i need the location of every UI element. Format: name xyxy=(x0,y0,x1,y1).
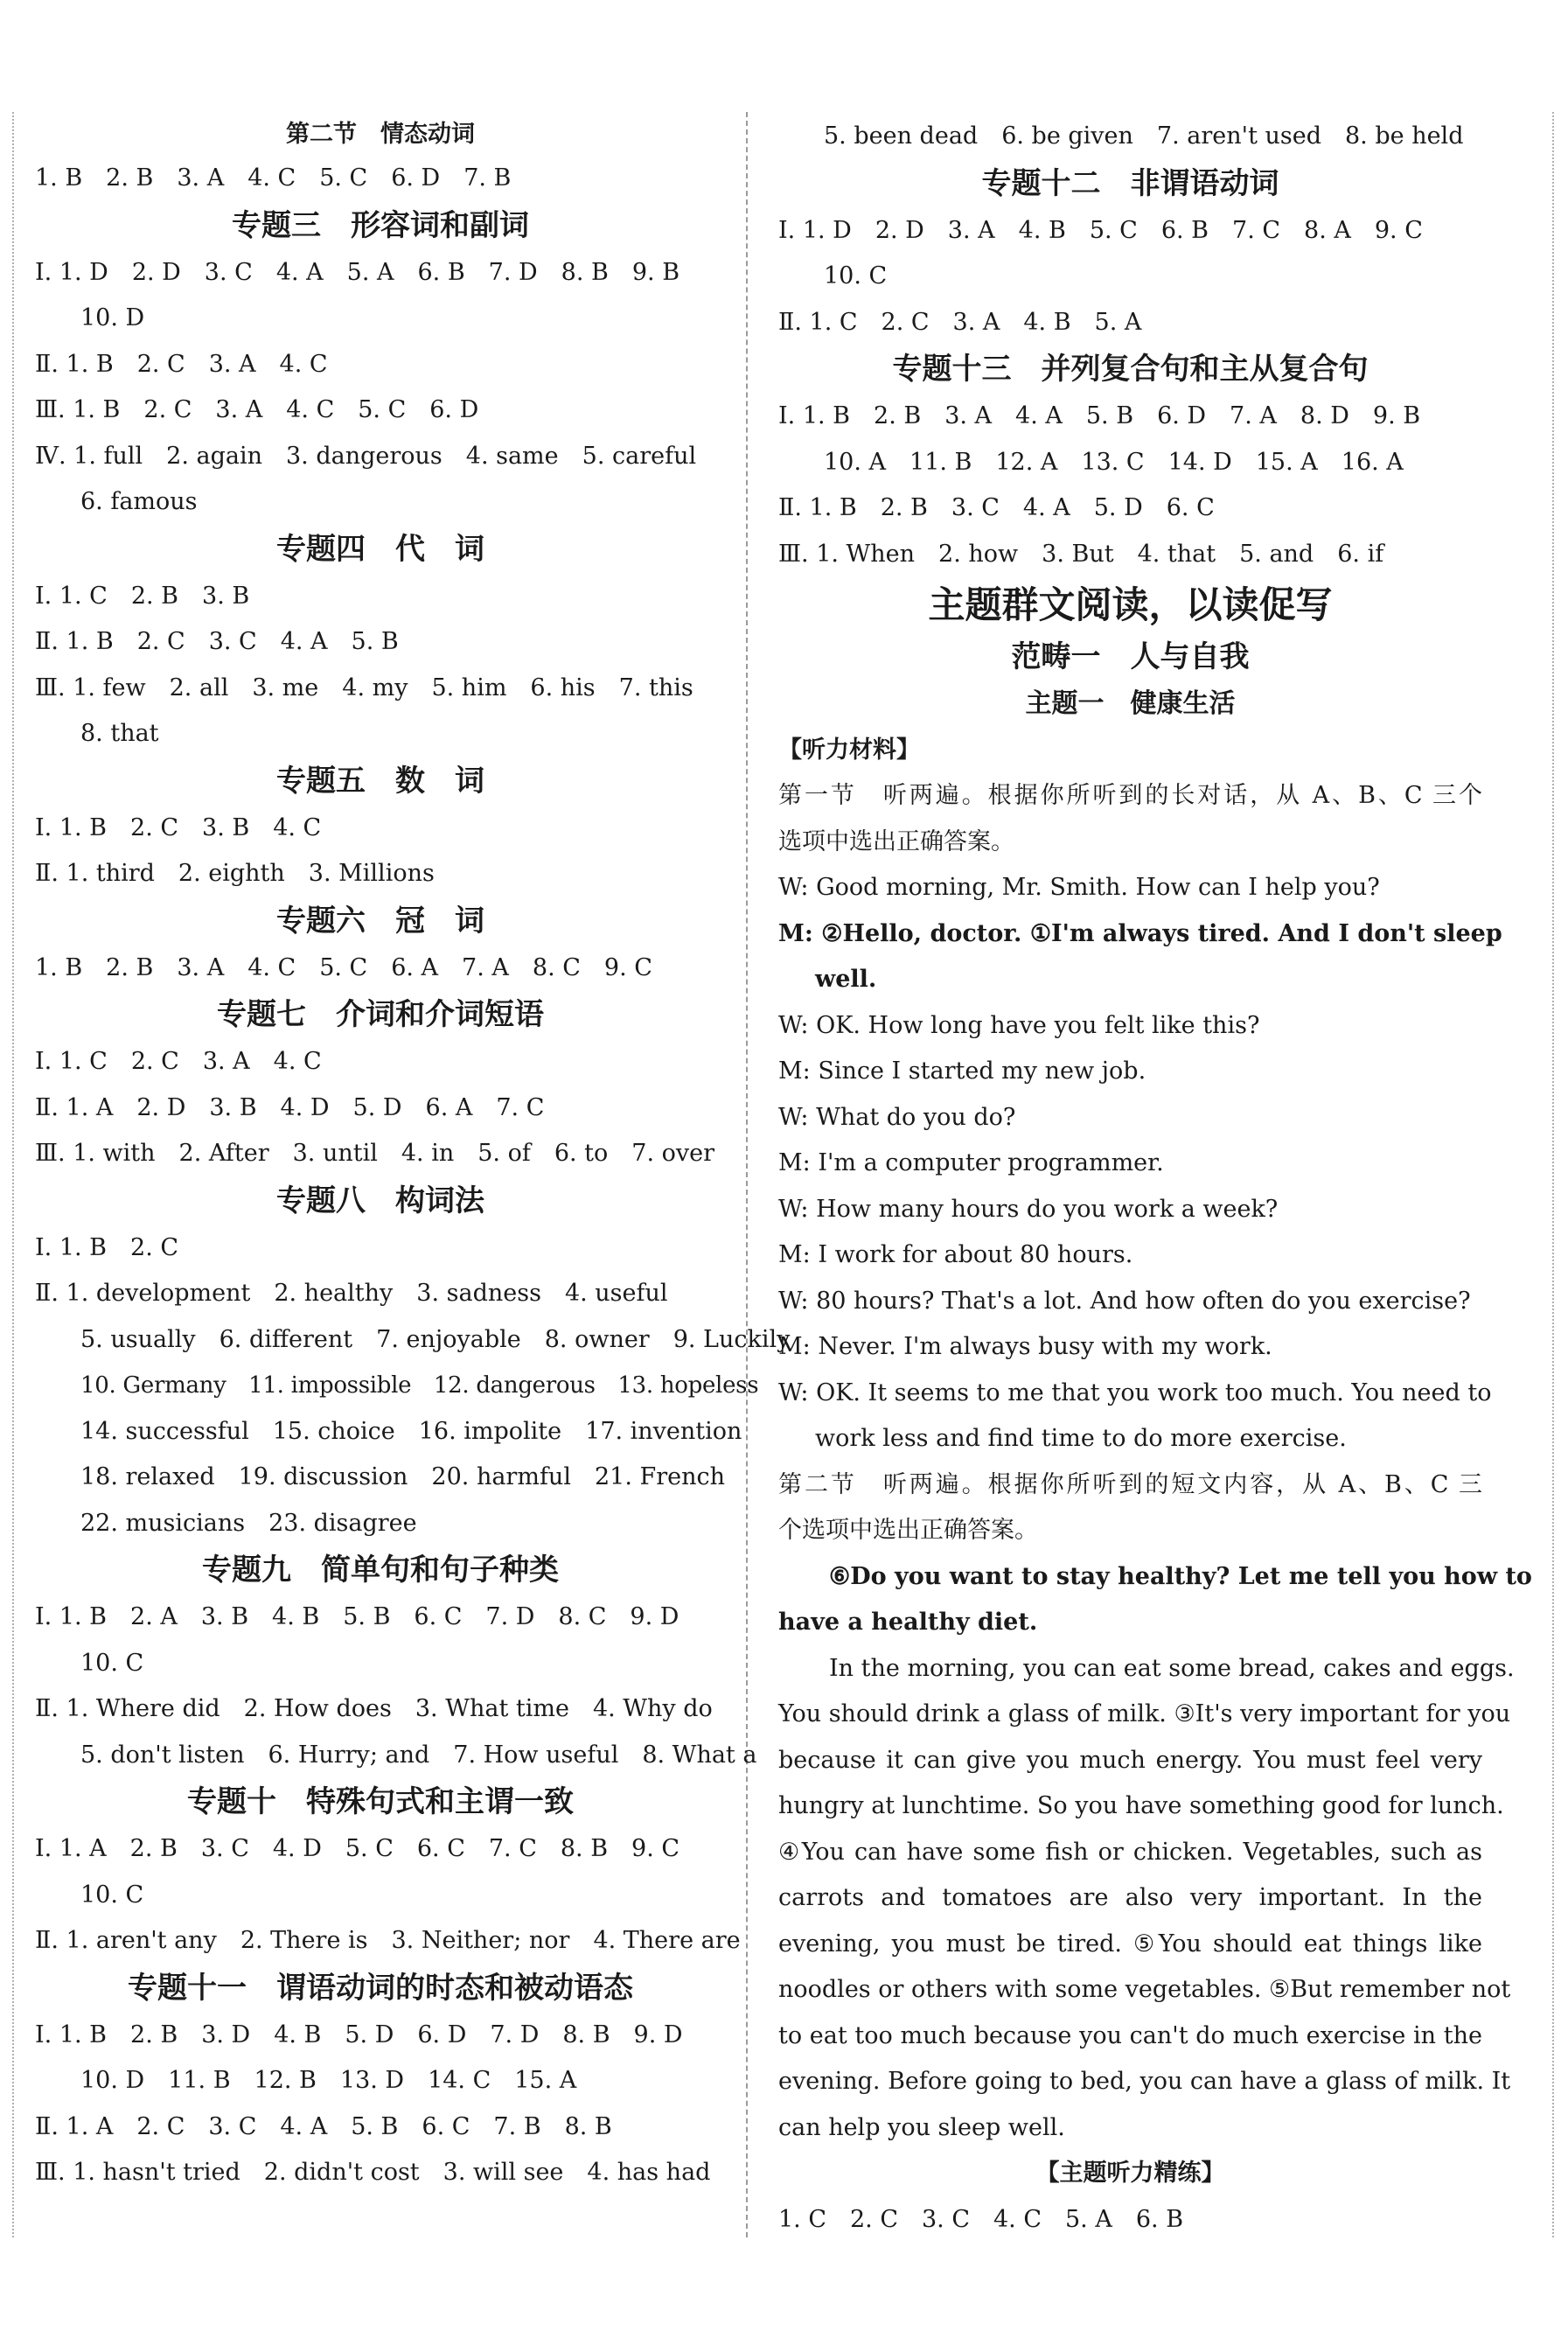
left-line-12: Ⅲ. 1. few 2. all 3. me 4. my 5. him 6. his 7. this xyxy=(35,673,693,701)
right-line-10: 主题群文阅读，以读促写 xyxy=(928,583,1333,626)
right-line-8: Ⅱ. 1. B 2. B 3. C 4. A 5. D 6. C xyxy=(778,494,1215,521)
left-line-21: Ⅱ. 1. A 2. D 3. B 4. D 5. D 6. A 7. C xyxy=(35,1093,545,1121)
left-line-15: Ⅰ. 1. B 2. C 3. B 4. C xyxy=(35,813,322,841)
right-line-19: W: OK. How long have you felt like this? xyxy=(778,1011,1260,1039)
left-line-23: 专题八 构词法 xyxy=(276,1183,484,1218)
right-line-42: evening. Before going to bed, you can have a glass of milk. It xyxy=(778,2068,1511,2095)
left-line-29: 18. relaxed 19. discussion 20. harmful 21. French xyxy=(80,1463,726,1490)
right-margin-line xyxy=(1552,112,1554,2237)
right-line-34: You should drink a glass of milk. ③It's very important for you xyxy=(778,1700,1511,1727)
right-line-16: W: Good morning, Mr. Smith. How can I help you? xyxy=(778,874,1380,901)
left-line-33: 10. C xyxy=(80,1649,144,1677)
right-line-15: 选项中选出正确答案。 xyxy=(778,827,1014,855)
left-line-17: 专题六 冠 词 xyxy=(276,903,484,939)
left-line-37: Ⅰ. 1. A 2. B 3. C 4. D 5. C 6. C 7. C 8. B 9. C xyxy=(35,1835,680,1862)
left-line-25: Ⅱ. 1. development 2. healthy 3. sadness 4. useful xyxy=(35,1280,668,1307)
left-line-42: 10. D 11. B 12. B 13. D 14. C 15. A xyxy=(80,2067,577,2094)
right-line-29: 第二节 听两遍。根据你所听到的短文内容，从 A、B、C 三 xyxy=(778,1470,1482,1498)
right-line-24: M: I work for about 80 hours. xyxy=(778,1241,1133,1268)
left-line-35: 5. don't listen 6. Hurry; and 7. How useful 8. What a xyxy=(80,1741,757,1769)
left-line-16: Ⅱ. 1. third 2. eighth 3. Millions xyxy=(35,860,435,887)
left-line-39: Ⅱ. 1. aren't any 2. There is 3. Neither; nor 4. There are xyxy=(35,1927,741,1954)
right-line-39: evening, you must be tired. ⑤You should eat things like xyxy=(778,1930,1482,1958)
right-line-30: 个选项中选出正确答案。 xyxy=(778,1517,1038,1544)
left-line-0: 第二节 情态动词 xyxy=(286,121,475,148)
left-line-4: 10. D xyxy=(80,304,145,332)
right-line-11: 范畴一 人与自我 xyxy=(1011,639,1250,674)
left-line-20: Ⅰ. 1. C 2. C 3. A 4. C xyxy=(35,1048,322,1075)
left-column xyxy=(35,114,791,2196)
right-line-7: 10. A 11. B 12. A 13. C 14. D 15. A 16. A xyxy=(824,448,1404,476)
right-line-27: W: OK. It seems to me that you work too much. You need to xyxy=(778,1378,1492,1406)
right-line-32: have a healthy diet. xyxy=(778,1609,1038,1636)
right-line-37: ④You can have some fish or chicken. Vegetables, such as xyxy=(778,1838,1482,1866)
right-line-18: well. xyxy=(815,966,877,993)
right-line-23: W: How many hours do you work a week? xyxy=(778,1195,1279,1223)
right-line-40: noodles or others with some vegetables. ⑤But remember not xyxy=(778,1976,1511,2003)
right-line-0: 5. been dead 6. be given 7. aren't used 8. be held xyxy=(824,122,1464,150)
right-line-6: Ⅰ. 1. B 2. B 3. A 4. A 5. B 6. D 7. A 8. D 9. B xyxy=(778,402,1421,429)
left-line-27: 10. Germany 11. impossible 12. dangerous 13. hopeless xyxy=(80,1372,759,1399)
right-line-5: 专题十三 并列复合句和主从复合句 xyxy=(892,352,1369,387)
right-line-14: 第一节 听两遍。根据你所听到的长对话，从 A、B、C 三个 xyxy=(778,782,1482,809)
right-column xyxy=(778,114,1532,2243)
left-line-38: 10. C xyxy=(80,1881,144,1909)
right-line-36: hungry at lunchtime. So you have something good for lunch. xyxy=(778,1792,1504,1819)
left-line-2: 专题三 形容词和副词 xyxy=(232,207,529,243)
right-line-17: M: ②Hello, doctor. ①I'm always tired. And I don't sleep xyxy=(778,919,1502,947)
right-line-1: 专题十二 非谓语动词 xyxy=(981,165,1279,201)
left-line-34: Ⅱ. 1. Where did 2. How does 3. What time 4. Why do xyxy=(35,1695,713,1722)
right-line-33: In the morning, you can eat some bread, cakes and eggs. xyxy=(829,1654,1515,1682)
right-line-22: M: I'm a computer programmer. xyxy=(778,1149,1164,1176)
right-line-2: Ⅰ. 1. D 2. D 3. A 4. B 5. C 6. B 7. C 8. A 9. C xyxy=(778,216,1423,244)
right-line-35: because it can give you much energy. You must feel very xyxy=(778,1746,1482,1774)
left-line-1: 1. B 2. B 3. A 4. C 5. C 6. D 7. B xyxy=(35,164,512,192)
left-line-8: 6. famous xyxy=(80,488,198,515)
right-line-38: carrots and tomatoes are also very important. In the xyxy=(778,1884,1482,1911)
left-line-6: Ⅲ. 1. B 2. C 3. A 4. C 5. C 6. D xyxy=(35,396,479,423)
left-line-31: 专题九 简单句和句子种类 xyxy=(202,1553,559,1588)
right-line-28: work less and find time to do more exercise. xyxy=(815,1425,1347,1452)
left-line-5: Ⅱ. 1. B 2. C 3. A 4. C xyxy=(35,350,328,378)
left-margin-line xyxy=(12,112,14,2237)
right-line-25: W: 80 hours? That's a lot. And how often do you exercise? xyxy=(778,1287,1471,1315)
right-line-9: Ⅲ. 1. When 2. how 3. But 4. that 5. and 6. if xyxy=(778,540,1384,568)
right-line-20: M: Since I started my new job. xyxy=(778,1057,1146,1085)
left-line-24: Ⅰ. 1. B 2. C xyxy=(35,1233,179,1261)
left-line-30: 22. musicians 23. disagree xyxy=(80,1509,417,1537)
left-line-26: 5. usually 6. different 7. enjoyable 8. owner 9. Luckily xyxy=(80,1325,791,1353)
left-line-19: 专题七 介词和介词短语 xyxy=(217,997,544,1032)
left-line-44: Ⅲ. 1. hasn't tried 2. didn't cost 3. will see 4. has had xyxy=(35,2159,711,2186)
right-line-44: 【主题听力精练】 xyxy=(1035,2160,1225,2187)
right-line-41: to eat too much because you can't do much exercise in the xyxy=(778,2021,1482,2049)
left-line-9: 专题四 代 词 xyxy=(276,531,484,567)
left-line-3: Ⅰ. 1. D 2. D 3. C 4. A 5. A 6. B 7. D 8. B 9. B xyxy=(35,258,680,286)
left-line-36: 专题十 特殊句式和主谓一致 xyxy=(187,1784,574,1819)
left-line-11: Ⅱ. 1. B 2. C 3. C 4. A 5. B xyxy=(35,628,399,655)
right-line-31: ⑥Do you want to stay healthy? Let me tell you how to xyxy=(829,1562,1532,1590)
right-line-4: Ⅱ. 1. C 2. C 3. A 4. B 5. A xyxy=(778,308,1142,336)
right-line-26: M: Never. I'm always busy with my work. xyxy=(778,1333,1272,1360)
right-line-3: 10. C xyxy=(824,262,888,290)
right-line-45: 1. C 2. C 3. C 4. C 5. A 6. B xyxy=(778,2205,1184,2233)
left-line-18: 1. B 2. B 3. A 4. C 5. C 6. A 7. A 8. C 9. C xyxy=(35,953,652,981)
right-line-43: can help you sleep well. xyxy=(778,2113,1065,2141)
left-line-7: Ⅳ. 1. full 2. again 3. dangerous 4. same 5. careful xyxy=(35,442,697,470)
left-line-13: 8. that xyxy=(80,720,159,747)
right-line-21: W: What do you do? xyxy=(778,1103,1016,1131)
right-line-13: 【听力材料】 xyxy=(778,736,920,764)
right-line-12: 主题一 健康生活 xyxy=(1025,688,1236,719)
left-line-22: Ⅲ. 1. with 2. After 3. until 4. in 5. of 6. to 7. over xyxy=(35,1140,715,1167)
left-line-28: 14. successful 15. choice 16. impolite 17. invention xyxy=(80,1417,742,1445)
left-line-14: 专题五 数 词 xyxy=(276,763,484,799)
column-divider xyxy=(746,112,748,2237)
left-line-10: Ⅰ. 1. C 2. B 3. B xyxy=(35,582,250,610)
left-line-41: Ⅰ. 1. B 2. B 3. D 4. B 5. D 6. D 7. D 8. B 9. D xyxy=(35,2020,683,2048)
left-line-32: Ⅰ. 1. B 2. A 3. B 4. B 5. B 6. C 7. D 8. C 9. D xyxy=(35,1603,679,1630)
left-line-40: 专题十一 谓语动词的时态和被动语态 xyxy=(128,1970,633,2006)
left-line-43: Ⅱ. 1. A 2. C 3. C 4. A 5. B 6. C 7. B 8. B xyxy=(35,2112,612,2140)
